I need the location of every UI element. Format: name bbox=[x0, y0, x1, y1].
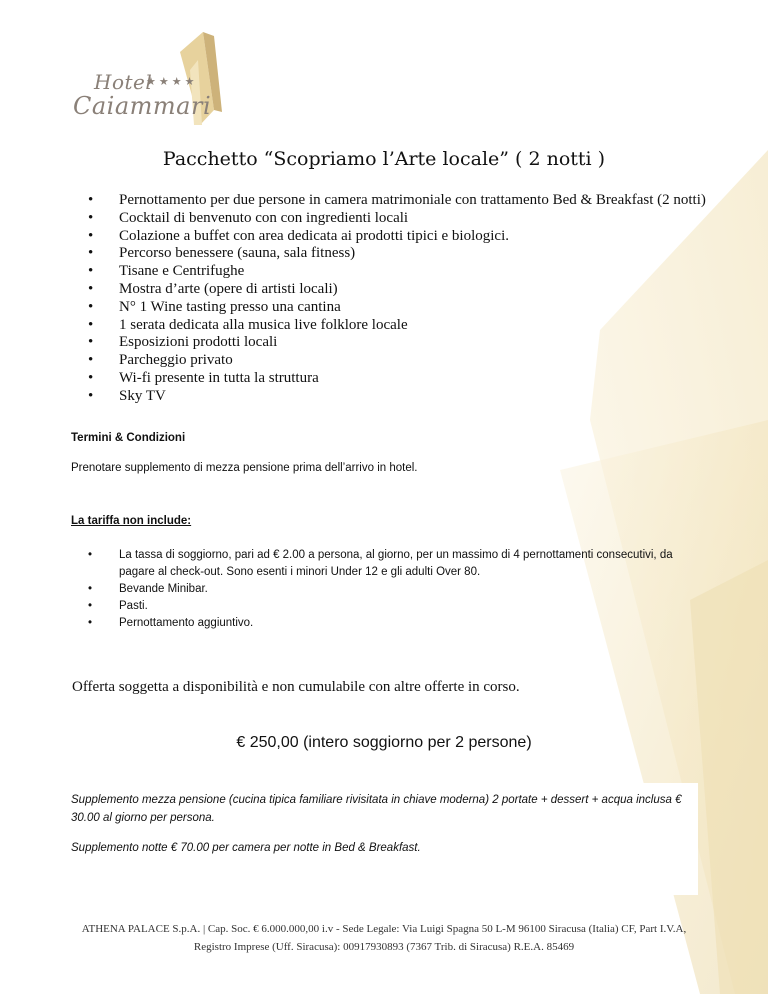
list-item: • Pernottamento per due persone in camera matrimoniale con trattamento Bed & Breakfast (2 notti) bbox=[88, 192, 708, 210]
half-board-supplement: Supplemento mezza pensione (cucina tipica familiare rivisitata in chiave moderna) 2 portate + dessert + acqua inclusa € 30.00 al giorno per persona. bbox=[71, 794, 682, 824]
list-item: • 1 serata dedicata alla musica live folklore locale bbox=[88, 317, 708, 335]
terms-heading: Termini & Condizioni bbox=[71, 432, 186, 444]
exclusions-heading: La tariffa non include: bbox=[71, 515, 192, 527]
list-item: • Wi-fi presente in tutta la struttura bbox=[88, 370, 708, 388]
package-price: € 250,00 (intero soggiorno per 2 persone) bbox=[236, 734, 532, 751]
list-item: • Esposizioni prodotti locali bbox=[88, 334, 708, 352]
package-title: Pacchetto “Scopriamo l’Arte locale” ( 2 notti ) bbox=[162, 148, 606, 170]
list-item: • Colazione a buffet con area dedicata ai prodotti tipici e biologici. bbox=[88, 228, 708, 246]
footer-line-2: Registro Imprese (Uff. Siracusa): 00917930893 (7367 Trib. di Siracusa) R.E.A. 85469 bbox=[193, 941, 575, 953]
company-footer bbox=[0, 920, 768, 956]
extra-night-supplement: Supplemento notte € 70.00 per camera per notte in Bed & Breakfast. bbox=[71, 842, 421, 854]
logo-stars: ★★★★ bbox=[146, 76, 198, 88]
terms-text: Prenotare supplemento di mezza pensione prima dell’arrivo in hotel. bbox=[71, 462, 418, 474]
included-services-list bbox=[88, 192, 708, 406]
exclusions-list bbox=[88, 547, 688, 632]
list-item: • Tisane e Centrifughe bbox=[88, 263, 708, 281]
offer-note: Offerta soggetta a disponibilità e non cumulabile con altre offerte in corso. bbox=[72, 679, 520, 695]
list-item: • Cocktail di benvenuto con con ingredienti locali bbox=[88, 210, 708, 228]
list-item: • Pasti. bbox=[88, 598, 688, 615]
list-item: • Bevande Minibar. bbox=[88, 581, 688, 598]
logo-hotel-text: Hotel bbox=[94, 70, 153, 94]
logo-hotel-name: Caiammari bbox=[73, 92, 212, 120]
list-item: • Pernottamento aggiuntivo. bbox=[88, 615, 688, 632]
footer-line-1: ATHENA PALACE S.p.A. | Cap. Soc. € 6.000.000,00 i.v - Sede Legale: Via Luigi Spagna 50 L-M 96100 Siracusa (Italia) CF, Part I.V.A, bbox=[81, 923, 687, 935]
list-item: • Mostra d’arte (opere di artisti locali) bbox=[88, 281, 708, 299]
list-item: • Sky TV bbox=[88, 388, 708, 406]
list-item: • N° 1 Wine tasting presso una cantina bbox=[88, 299, 708, 317]
list-item: • Parcheggio privato bbox=[88, 352, 708, 370]
list-item: • La tassa di soggiorno, pari ad € 2.00 a persona, al giorno, per un massimo di 4 pernottamenti consecutivi, da pagare al check-out. Sono esenti i minori Under 12 e gli adulti Over 80. bbox=[88, 547, 688, 581]
list-item: • Percorso benessere (sauna, sala fitness) bbox=[88, 245, 708, 263]
